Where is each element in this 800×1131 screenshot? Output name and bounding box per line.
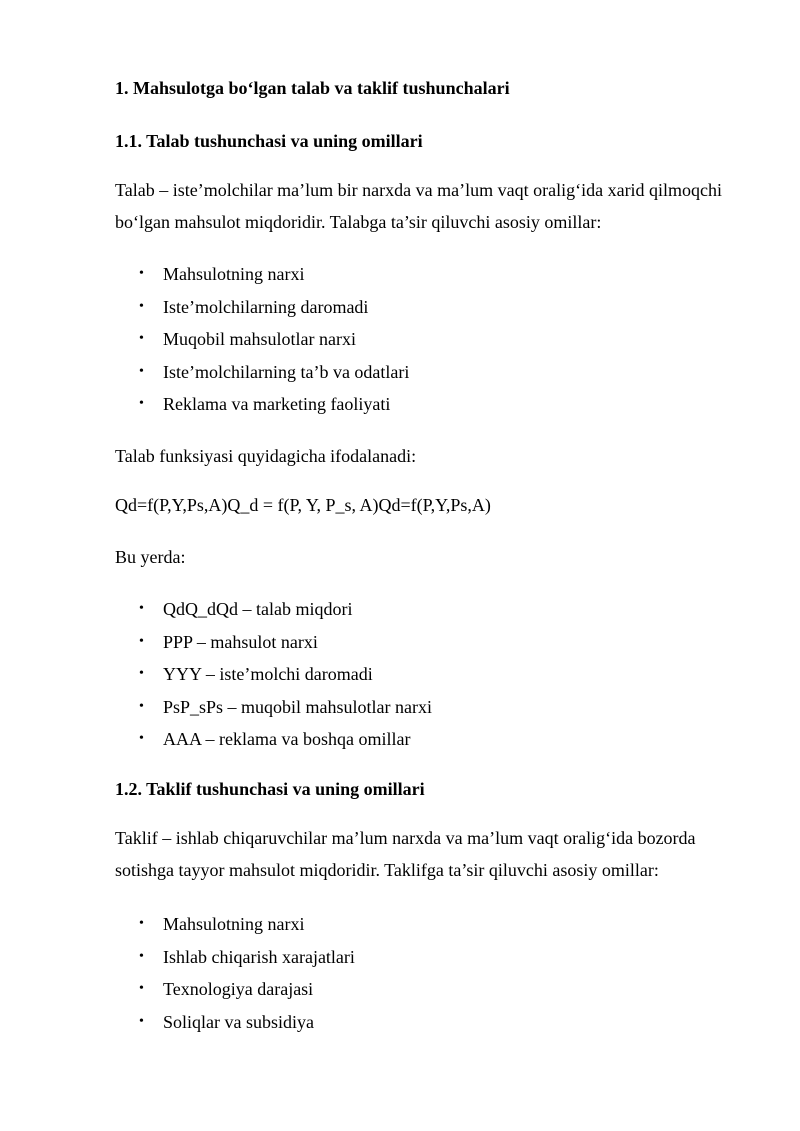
list-item-text: Mahsulotning narxi bbox=[163, 914, 305, 934]
bullet-icon: • bbox=[139, 298, 144, 314]
demand-formula: Qd=f(P,Y,Ps,A)Q_d = f(P, Y, P_s, A)Qd=f(P,Y,Ps,A) bbox=[115, 495, 491, 515]
bullet-icon: • bbox=[139, 363, 144, 379]
bullet-icon: • bbox=[139, 981, 144, 997]
bullet-icon: • bbox=[139, 396, 144, 412]
list-item-text: YYY – iste’molchi daromadi bbox=[163, 664, 373, 685]
list-item-text: PPP – mahsulot narxi bbox=[163, 631, 318, 652]
list-item-text: PsP_sPs – muqobil mahsulotlar narxi bbox=[163, 696, 433, 717]
list-item-text: Iste’molchilarning daromadi bbox=[163, 296, 369, 317]
list-item-text: Ishlab chiqarish xarajatlari bbox=[163, 946, 355, 967]
list-item-text: Reklama va marketing faoliyati bbox=[163, 394, 391, 415]
bullet-icon: • bbox=[139, 266, 144, 281]
list-item-text: Soliqlar va subsidiya bbox=[163, 1011, 314, 1032]
bullet-icon: • bbox=[139, 1013, 144, 1029]
bullet-icon: • bbox=[139, 331, 144, 347]
list-item-text: AAA – reklama va boshqa omillar bbox=[163, 729, 411, 750]
list-item-text: QdQ_dQd – talab miqdori bbox=[163, 599, 353, 619]
where-label: Bu yerda: bbox=[115, 547, 186, 567]
list-item-text: Texnologiya darajasi bbox=[163, 979, 314, 1000]
bullet-icon: • bbox=[139, 633, 144, 649]
list-item-text: Muqobil mahsulotlar narxi bbox=[163, 329, 356, 350]
list-item-text: Mahsulotning narxi bbox=[163, 264, 305, 284]
bullet-icon: • bbox=[139, 916, 144, 931]
bullet-icon: • bbox=[139, 731, 144, 747]
list-item-text: Iste’molchilarning ta’b va odatlari bbox=[163, 361, 410, 382]
supply-paragraph: Taklif – ishlab chiqaruvchilar ma’lum narxda va ma’lum vaqt oralig‘ida bozorda sotishga tayyor mahsulot miqdoridir. Taklifga ta’sir qiluvchi asosiy omillar: bbox=[115, 828, 696, 880]
demand-paragraph: Talab – iste’molchilar ma’lum bir narxda va ma’lum vaqt oralig‘ida xarid qilmoqchi bo‘lgan mahsulot miqdoridir. Talabga ta’sir qiluvchi asosiy omillar: bbox=[115, 180, 723, 232]
bullet-icon: • bbox=[139, 601, 144, 616]
supply-section-heading: 1.2. Taklif tushunchasi va uning omillari bbox=[115, 779, 425, 799]
bullet-icon: • bbox=[139, 666, 144, 682]
bullet-icon: • bbox=[139, 698, 144, 714]
main-heading: 1. Mahsulotga bo‘lgan talab va taklif tushunchalari bbox=[115, 78, 510, 98]
demand-section-heading: 1.1. Talab tushunchasi va uning omillari bbox=[115, 131, 423, 151]
function-intro: Talab funksiyasi quyidagicha ifodalanadi: bbox=[115, 446, 417, 466]
bullet-icon: • bbox=[139, 948, 144, 964]
